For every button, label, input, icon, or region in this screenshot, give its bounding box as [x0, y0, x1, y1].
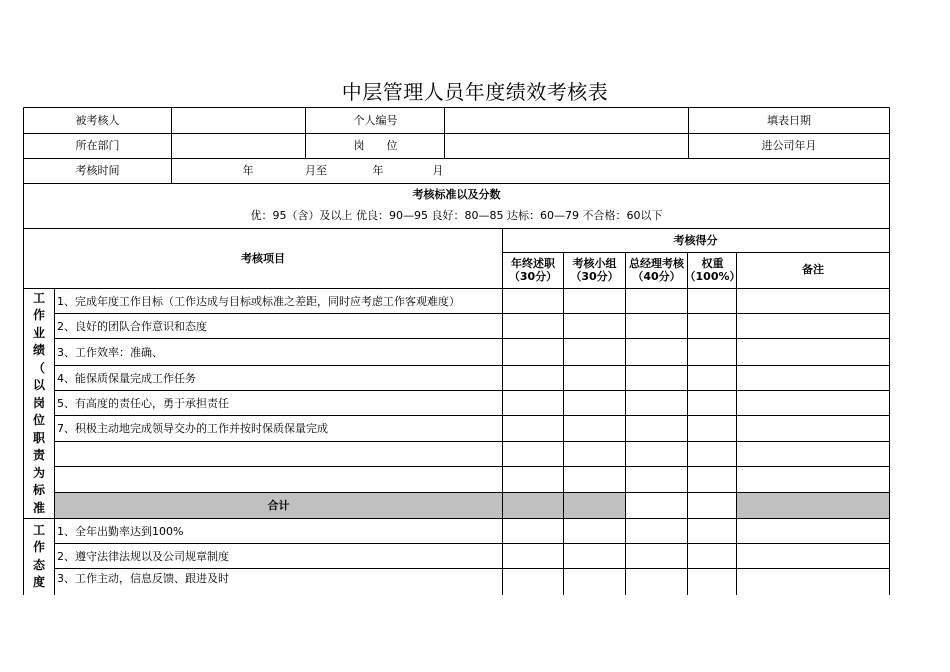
performance-item: 5、有高度的责任心，勇于承担责任: [57, 396, 229, 410]
category-char: 以: [32, 378, 45, 393]
category-char: 业: [32, 325, 45, 340]
category-char: 度: [32, 575, 45, 589]
category-char: 作: [32, 540, 45, 554]
standards-description: 优：95（含）及以上 优良：90—95 良好：80—85 达标：60—79 不合格：60以下: [250, 209, 663, 223]
score-header-gm-weight: （40分）: [632, 270, 681, 283]
category-char: 标: [32, 483, 45, 498]
performance-item: 2、良好的团队合作意识和态度: [57, 319, 207, 333]
score-header-panel-name: 考核小组: [572, 256, 617, 270]
category-char: 绩: [32, 343, 45, 358]
join-date-label: 进公司年月: [761, 138, 817, 152]
category-char: 责: [32, 448, 45, 463]
period-label: 考核时间: [75, 163, 120, 177]
period-month-end: 月: [432, 163, 444, 177]
score-header-annual-report-weight: （30分）: [508, 270, 558, 283]
attitude-item: 3、工作主动，信息反馈、跟进及时: [57, 572, 229, 586]
employee-id-label: 个人编号: [353, 113, 398, 127]
page-title: 中层管理人员年度绩效考核表: [341, 80, 609, 104]
performance-item: 3、工作效率：准确、: [57, 345, 163, 359]
category-char: 作: [32, 308, 45, 323]
subtotal-label: 合计: [267, 499, 290, 513]
remarks-header: 备注: [802, 263, 824, 277]
period-year-end: 年: [372, 163, 384, 177]
score-header-panel-weight: （30分）: [570, 270, 619, 283]
fill-date-label: 填表日期: [767, 113, 811, 127]
item-column-header: 考核项目: [241, 251, 285, 265]
attitude-item: 1、全年出勤率达到100%: [57, 524, 184, 538]
category-char: 岗: [32, 395, 45, 410]
category-char: （: [32, 360, 45, 375]
score-header-weight-name: 权重: [701, 256, 724, 270]
standards-title: 考核标准以及分数: [412, 188, 501, 202]
score-header-weight-weight: （100%）: [684, 270, 741, 283]
performance-item: 1、完成年度工作目标（工作达成与目标或标准之差距，同时应考虑工作客观难度）: [57, 294, 460, 308]
performance-item: 4、能保质保量完成工作任务: [57, 371, 196, 385]
attitude-item: 2、遵守法律法规以及公司规章制度: [57, 549, 229, 563]
period-year-start: 年: [242, 163, 254, 177]
score-header-gm-name: 总经理考核: [629, 256, 684, 270]
period-month-start: 月至: [305, 163, 327, 177]
performance-item: 7、积极主动地完成领导交办的工作并按时保质保量完成: [57, 422, 328, 436]
category-char: 为: [32, 465, 45, 480]
position-label: 岗 位: [353, 138, 398, 152]
department-label: 所在部门: [75, 138, 120, 152]
category-char: 工: [32, 290, 45, 305]
score-group-header: 考核得分: [673, 233, 718, 247]
category-char: 职: [32, 430, 45, 445]
score-header-annual-report-name: 年终述职: [511, 256, 555, 270]
category-char: 位: [32, 413, 45, 428]
category-char: 态: [32, 557, 45, 572]
category-char: 工: [32, 522, 45, 537]
category-char: 准: [32, 500, 45, 515]
examinee-label: 被考核人: [75, 113, 120, 127]
